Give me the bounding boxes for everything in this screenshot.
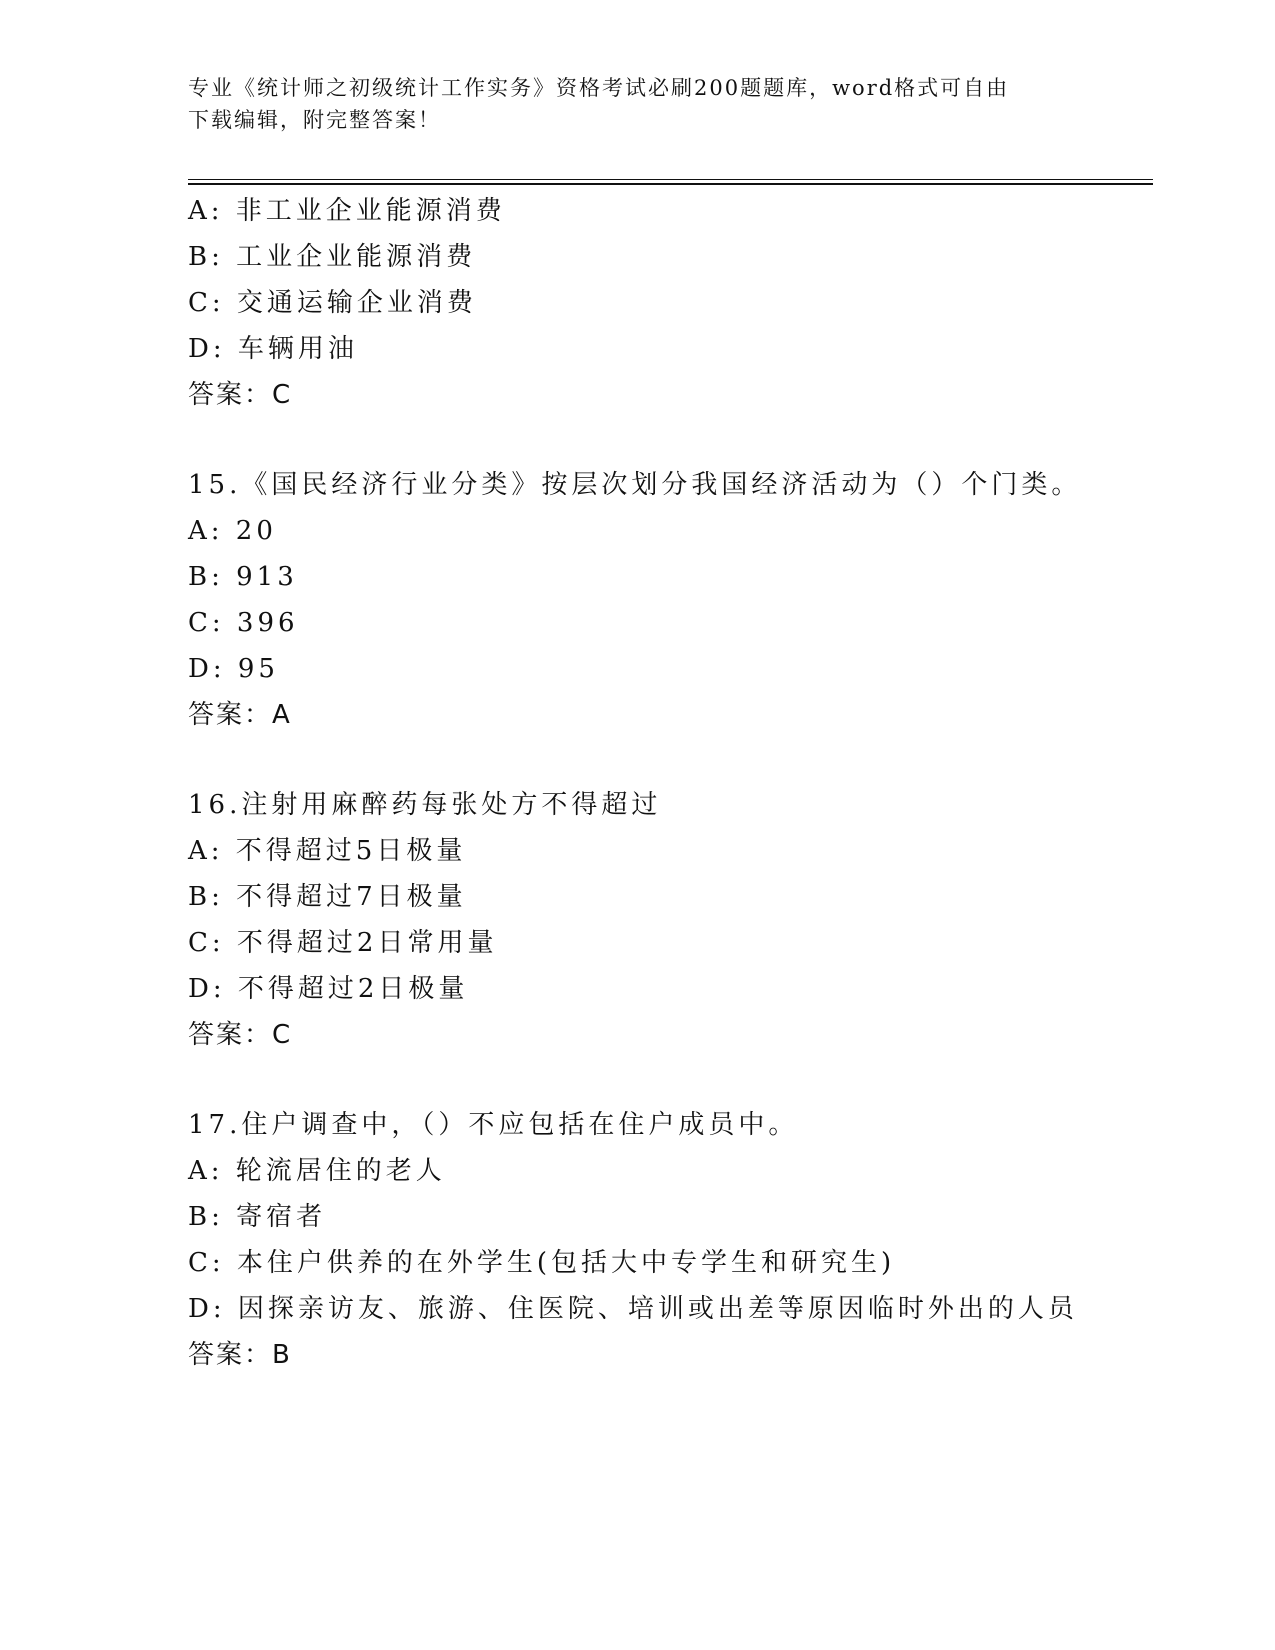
option-a: A: 20 [188,516,277,546]
option-a: A: 轮流居住的老人 [188,1156,446,1186]
header-rule-thin [188,179,1153,180]
answer-line: 答案：B [188,1340,292,1370]
document-header [188,72,1088,136]
question-text: 16.注射用麻醉药每张处方不得超过 [188,790,662,820]
question-block-16 [188,782,1148,1058]
option-b: B: 工业企业能源消费 [188,242,477,272]
header-rule-thick [188,183,1153,185]
option-b: B: 不得超过7日极量 [188,882,467,912]
question-text: 15.《国民经济行业分类》按层次划分我国经济活动为（）个门类。 [188,470,1082,500]
question-block-14 [188,188,1148,418]
answer-line: 答案：C [188,1020,293,1050]
option-d: D: 95 [188,654,279,684]
option-d: D: 车辆用油 [188,334,358,364]
header-line-2: 下载编辑，附完整答案！ [188,108,441,132]
question-content [188,188,1148,1378]
option-c: C: 交通运输企业消费 [188,288,477,318]
option-c: C: 不得超过2日常用量 [188,928,498,958]
answer-line: 答案：C [188,380,293,410]
option-c: C: 396 [188,608,299,638]
option-d: D: 不得超过2日极量 [188,974,469,1004]
question-block-17 [188,1102,1148,1378]
question-block-15 [188,462,1148,738]
option-d: D: 因探亲访友、旅游、住医院、培训或出差等原因临时外出的人员 [188,1294,1078,1324]
option-b: B: 寄宿者 [188,1202,327,1232]
option-c: C: 本住户供养的在外学生(包括大中专学生和研究生) [188,1248,896,1278]
option-a: A: 非工业企业能源消费 [188,196,506,226]
option-b: B: 913 [188,562,298,592]
question-text: 17.住户调查中，（）不应包括在住户成员中。 [188,1110,799,1140]
answer-line: 答案：A [188,700,292,730]
option-a: A: 不得超过5日极量 [188,836,467,866]
header-line-1: 专业《统计师之初级统计工作实务》资格考试必刷200题题库，word格式可自由 [188,76,1010,100]
